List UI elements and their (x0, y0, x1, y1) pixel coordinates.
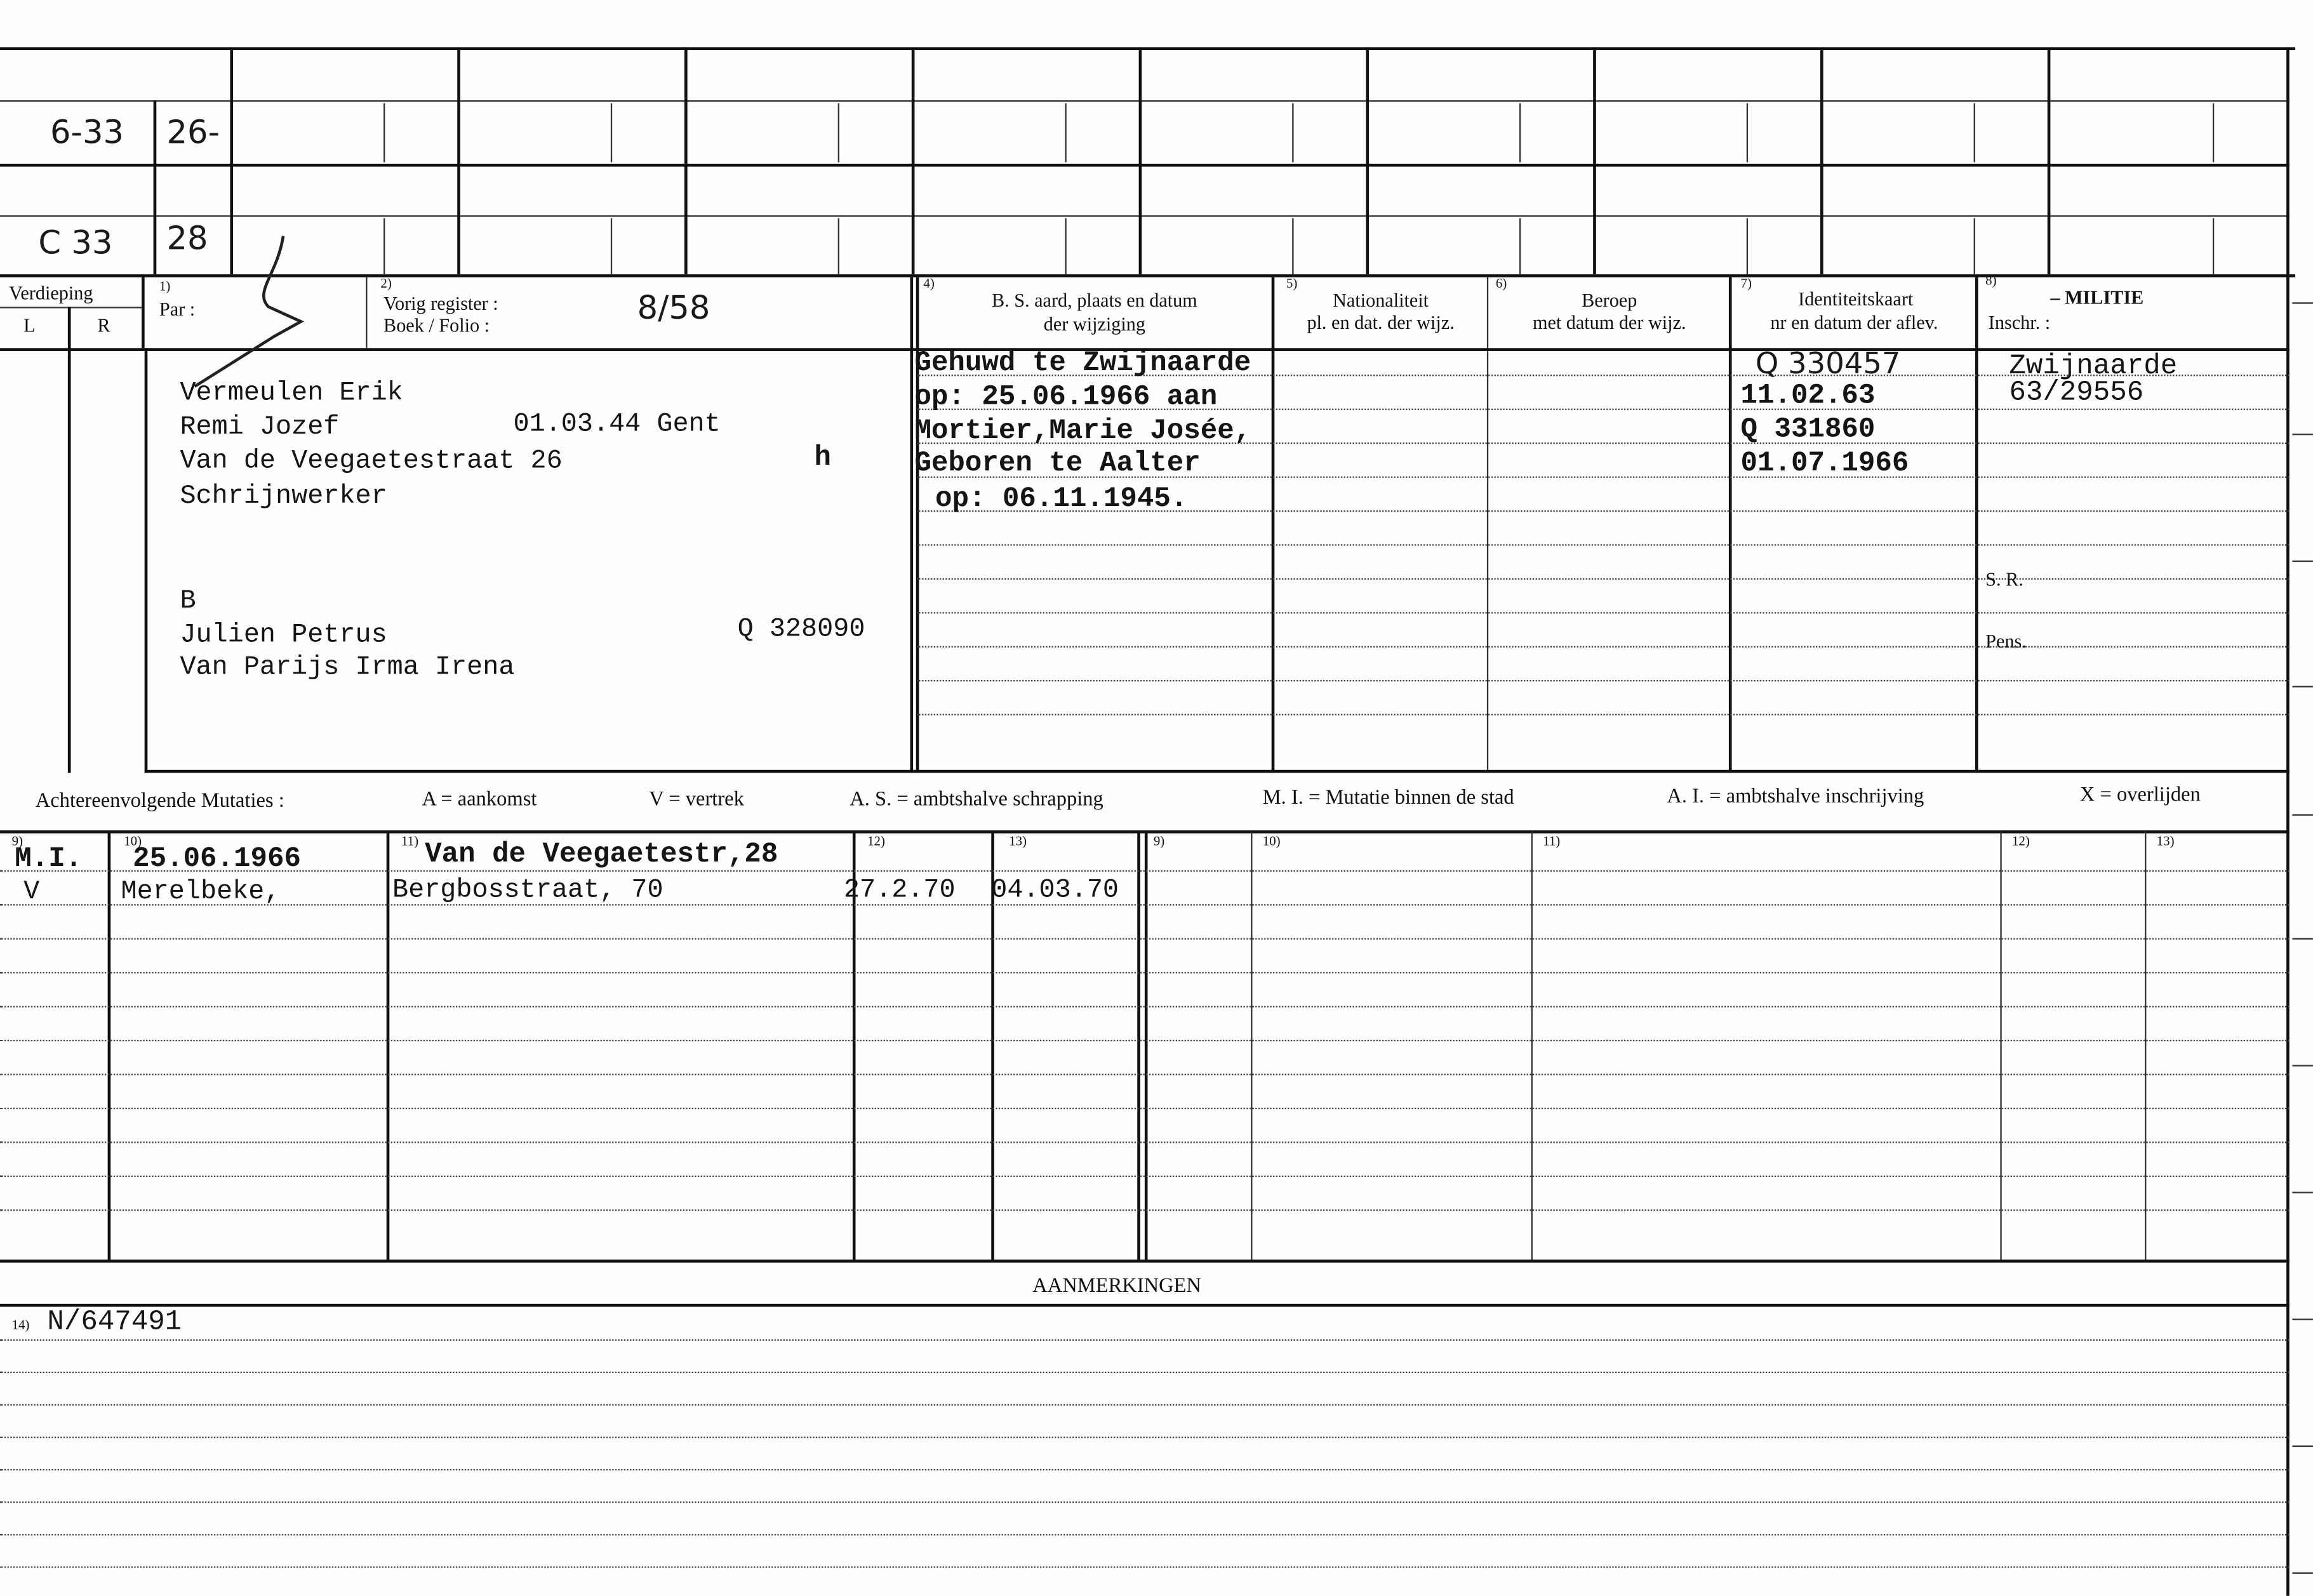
dotted-rule (0, 1534, 2290, 1535)
col-number-13: 13) (1009, 833, 1027, 848)
civil-status-line3: Mortier,Marie Josée, (914, 414, 1251, 447)
dotted-rule (0, 1040, 2290, 1041)
divider (1272, 277, 1275, 773)
mutation-2-place: Merelbeke, (121, 877, 281, 907)
id-number: 7) (1740, 276, 1752, 291)
col-number-11: 11) (401, 833, 419, 848)
dotted-rule (917, 544, 2290, 545)
dotted-rule (0, 1141, 2290, 1143)
card-top-border (0, 47, 2295, 50)
dotted-rule (0, 904, 2290, 905)
divider (1820, 50, 1823, 274)
dotted-rule (0, 1108, 2290, 1109)
rule (145, 770, 2290, 773)
divider (912, 50, 915, 274)
beroep-number: 6) (1495, 276, 1507, 291)
dotted-rule (0, 972, 2290, 973)
margin-tick (2292, 561, 2313, 562)
militie-label: – MILITIE (2050, 286, 2144, 309)
sr-label: S. R. (1985, 568, 2023, 590)
divider (2145, 832, 2146, 1260)
legend-vertrek: V = vertrek (649, 788, 744, 811)
rule (0, 1304, 2290, 1307)
margin-tick (2292, 302, 2313, 303)
divider (1292, 218, 1293, 274)
divider (2048, 50, 2051, 274)
verdieping-label: Verdieping (8, 281, 93, 304)
identity-card-1: Q 330457 (1755, 345, 1901, 381)
divider (684, 50, 688, 274)
beroep-header-line2: met datum der wijz. (1532, 311, 1686, 334)
margin-tick (2292, 814, 2313, 815)
nat-number: 5) (1286, 276, 1298, 291)
legend-title: Achtereenvolgende Mutaties : (35, 790, 284, 813)
dotted-rule (917, 680, 2290, 681)
dotted-rule (917, 714, 2290, 715)
right-label: R (97, 314, 110, 336)
mutation-1-address: Van de Veegaetestr,28 (425, 837, 778, 870)
dotted-rule (0, 1566, 2290, 1567)
legend-mutatie: M. I. = Mutatie binnen de stad (1262, 787, 1514, 810)
divider (1974, 218, 1975, 274)
id-header-line2: nr en datum der aflev. (1770, 311, 1938, 334)
divider (1975, 277, 1978, 773)
col-number-12: 12) (867, 833, 885, 848)
divider (910, 277, 913, 773)
rule (0, 164, 2290, 167)
person-name: Vermeulen Erik (180, 379, 403, 409)
divider (611, 103, 612, 163)
margin-tick (2292, 686, 2313, 687)
legend-aankomst: A = aankomst (422, 788, 537, 811)
parent-marker: B (180, 587, 196, 617)
person-address: Van de Veegaetestraat 26 (180, 446, 563, 477)
dotted-rule (0, 1074, 2290, 1075)
col-number-12b: 12) (2011, 833, 2030, 848)
divider (1593, 50, 1596, 274)
divider (1747, 103, 1748, 163)
bs-header-line2: der wijziging (1043, 312, 1146, 335)
left-label: L (23, 314, 36, 336)
divider (611, 218, 612, 274)
divider (1139, 50, 1142, 274)
divider (108, 832, 111, 1260)
civil-status-line5: op: 06.11.1945. (935, 482, 1188, 515)
remarks-title: AANMERKINGEN (1032, 1275, 1201, 1298)
divider (142, 277, 145, 349)
identity-date-2: 01.07.1966 (1740, 446, 1909, 480)
id-header-line1: Identiteitskaart (1798, 288, 1914, 310)
person-mark: h (814, 441, 831, 474)
legend-schrapping: A. S. = ambtshalve schrapping (850, 788, 1103, 811)
dotted-rule (917, 612, 2290, 613)
vorig-register-label: Vorig register : (383, 292, 498, 314)
person-occupation: Schrijnwerker (180, 482, 387, 512)
civil-status-line4: Geboren te Aalter (914, 446, 1201, 480)
par-number: 1) (159, 279, 171, 294)
boek-folio-value: 8/58 (637, 290, 710, 328)
divider (387, 832, 390, 1260)
pens-label: Pens. (1985, 630, 2027, 652)
civil-status-line1: Gehuwd te Zwijnaarde (914, 346, 1251, 380)
bs-number: 4) (923, 276, 935, 291)
margin-tick (2292, 938, 2313, 940)
rule (0, 1260, 2290, 1263)
margin-tick (2292, 1065, 2313, 1066)
father-name: Julien Petrus (180, 621, 387, 651)
dotted-rule (0, 1340, 2290, 1341)
dotted-rule (0, 1501, 2290, 1503)
divider (154, 100, 157, 274)
divider (68, 307, 71, 773)
col-number-11b: 11) (1543, 833, 1561, 848)
legend-inschrijving: A. I. = ambtshalve inschrijving (1667, 786, 1924, 809)
legend-overlijden: X = overlijden (2079, 784, 2201, 807)
code-row2: C 33 (38, 225, 113, 263)
dotted-rule (0, 938, 2290, 940)
mother-name: Van Parijs Irma Irena (180, 653, 515, 683)
inschr-label: Inschr. : (1988, 311, 2051, 334)
dotted-rule (0, 1176, 2290, 1177)
divider (383, 218, 385, 274)
col-number-9b: 9) (1153, 833, 1165, 848)
divider (1137, 832, 1140, 1260)
divider (1366, 50, 1369, 274)
divider (1531, 832, 1533, 1260)
rule (0, 274, 2295, 277)
militia-place: Zwijnaarde (2009, 349, 2178, 382)
number-row1: 26- (166, 115, 220, 152)
card-right-border (2286, 50, 2290, 1596)
divider (2213, 218, 2214, 274)
dotted-rule (0, 1372, 2290, 1373)
divider (2000, 832, 2001, 1260)
margin-tick (2292, 1446, 2313, 1447)
person-birth: 01.03.44 Gent (513, 409, 721, 440)
col-number-10b: 10) (1262, 833, 1281, 848)
dotted-rule (917, 578, 2290, 580)
divider (1145, 832, 1148, 1260)
dotted-rule (0, 870, 2290, 872)
col-number-13b: 13) (2156, 833, 2175, 848)
divider (1974, 103, 1975, 163)
col-number-10: 10) (124, 833, 142, 848)
bs-header-line1: B. S. aard, plaats en datum (991, 289, 1197, 312)
divider (1487, 277, 1488, 773)
dotted-rule (917, 646, 2290, 648)
mutation-1-date: 25.06.1966 (133, 842, 302, 875)
dotted-rule (0, 1209, 2290, 1211)
mutation-2-col13: 04.03.70 (991, 876, 1119, 906)
divider (1519, 103, 1521, 163)
divider (366, 277, 367, 349)
mutation-2-col12: 27.2.70 (843, 876, 956, 906)
rule (0, 215, 2290, 216)
dotted-rule (0, 1404, 2290, 1406)
divider (1729, 277, 1732, 773)
margin-tick (2292, 1319, 2313, 1320)
beroep-header-line1: Beroep (1582, 289, 1637, 312)
mutation-2-address: Bergbosstraat, 70 (392, 876, 663, 906)
margin-tick (2292, 1573, 2313, 1574)
par-stroke (177, 230, 324, 392)
divider (1065, 103, 1066, 163)
nat-header-line1: Nationaliteit (1333, 289, 1429, 312)
divider (2213, 103, 2214, 163)
mutation-2-type: V (23, 877, 40, 907)
divider (1519, 218, 1521, 274)
person-first-names: Remi Jozef (180, 413, 340, 442)
rule (0, 100, 2290, 102)
divider (838, 103, 839, 163)
nat-header-line2: pl. en dat. der wijz. (1307, 311, 1455, 334)
number-row2: 28 (166, 221, 208, 258)
father-reference: Q 328090 (737, 615, 865, 645)
identity-card-2: Q 331860 (1740, 413, 1876, 446)
civil-status-line2: op: 25.06.1966 aan (914, 380, 1218, 413)
code-row1: 6-33 (50, 115, 124, 152)
par-label: Par : (159, 298, 196, 321)
mutation-1-type: M.I. (15, 842, 83, 875)
divider (838, 218, 839, 274)
boek-folio-label: Boek / Folio : (383, 314, 490, 336)
vorig-number: 2) (380, 276, 392, 291)
divider (1251, 832, 1252, 1260)
col-number-9: 9) (11, 833, 23, 848)
margin-tick (2292, 434, 2313, 435)
divider (383, 103, 385, 163)
dotted-rule (0, 1469, 2290, 1470)
margin-tick (2292, 1192, 2313, 1193)
militie-number: 8) (1985, 272, 1997, 288)
divider (457, 50, 460, 274)
divider (1065, 218, 1066, 274)
divider (145, 348, 148, 773)
remarks-number: 14) (11, 1317, 30, 1332)
militia-number: 63/29556 (2009, 376, 2144, 409)
divider (1292, 103, 1293, 163)
dotted-rule (0, 1006, 2290, 1007)
remarks-text: N/647491 (47, 1305, 182, 1338)
divider (1747, 218, 1748, 274)
identity-date-1: 11.02.63 (1740, 379, 1876, 412)
dotted-rule (0, 1437, 2290, 1438)
